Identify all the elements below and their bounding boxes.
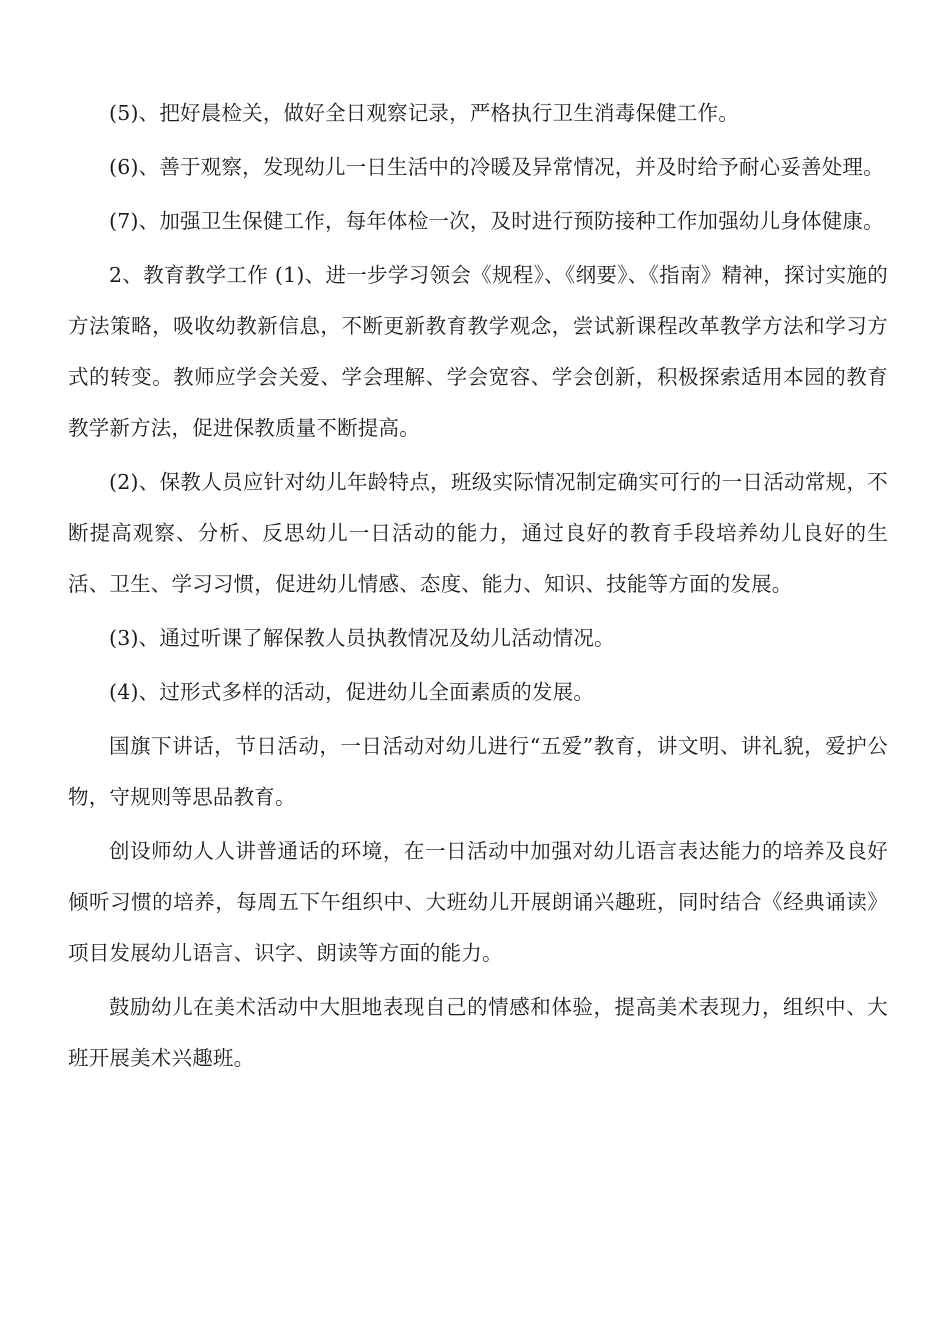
paragraph-art: 鼓励幼儿在美术活动中大胆地表现自己的情感和体验，提高美术表现力，组织中、大班开展美术兴趣班。 <box>68 995 888 1070</box>
paragraph-teaching-item-3: (3)、通过听课了解保教人员执教情况及幼儿活动情况。 <box>109 626 615 650</box>
paragraph-language: 创设师幼人人讲普通话的环境，在一日活动中加强对幼儿语言表达能力的培养及良好倾听习惯的培养，每周五下午组织中、大班幼儿开展朗诵兴趣班，同时结合《经典诵读》项目发展幼儿语言、识字、朗读等方面的能力。 <box>68 839 888 965</box>
document-body <box>68 88 888 1087</box>
paragraph-teaching-item-4: (4)、过形式多样的活动，促进幼儿全面素质的发展。 <box>109 680 595 704</box>
paragraph-teaching-item-2: (2)、保教人员应针对幼儿年龄特点，班级实际情况制定确实可行的一日活动常规，不断提高观察、分析、反思幼儿一日活动的能力，通过良好的教育手段培养幼儿良好的生活、卫生、学习习惯，促进幼儿情感、态度、能力、知识、技能等方面的发展。 <box>68 470 888 596</box>
paragraph-flag-speech: 国旗下讲话，节日活动，一日活动对幼儿进行“五爱”教育，讲文明、讲礼貌，爱护公物，守规则等思品教育。 <box>68 734 888 809</box>
paragraph-item-7: (7)、加强卫生保健工作，每年体检一次，及时进行预防接种工作加强幼儿身体健康。 <box>109 209 884 233</box>
paragraph-item-6: (6)、善于观察，发现幼儿一日生活中的冷暖及异常情况，并及时给予耐心妥善处理。 <box>109 155 884 179</box>
paragraph-teaching-work: 2、教育教学工作 (1)、进一步学习领会《规程》、《纲要》、《指南》精神，探讨实施的方法策略，吸收幼教新信息，不断更新教育教学观念，尝试新课程改革教学方法和学习方式的转变。教师应学会关爱、学会理解、学会宽容、学会创新，积极探索适用本园的教育教学新方法，促进保教质量不断提高。 <box>68 263 888 440</box>
paragraph-item-5: (5)、把好晨检关，做好全日观察记录，严格执行卫生消毒保健工作。 <box>109 101 739 125</box>
